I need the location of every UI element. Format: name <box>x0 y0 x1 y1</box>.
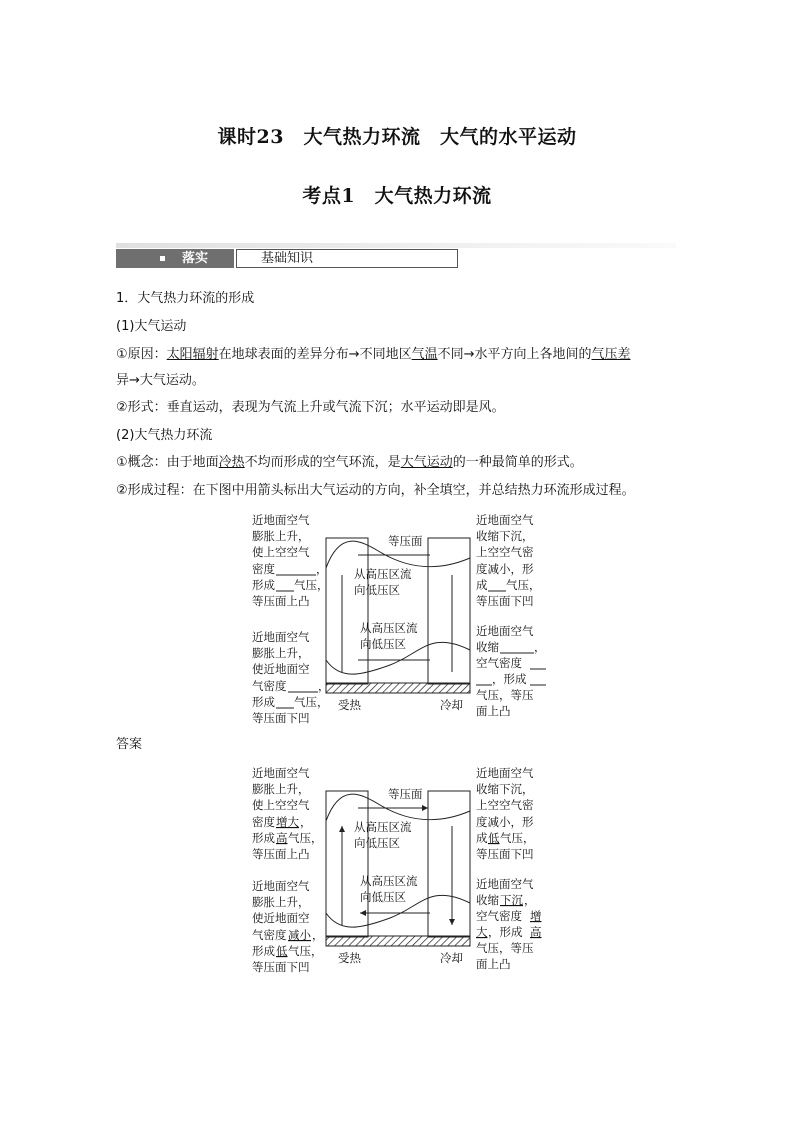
q-left-bottom-line-6: 等压面下凹 <box>252 711 310 725</box>
sub-heading-atmospheric-motion: (1)大气运动 <box>116 319 187 334</box>
q-right-top-line-2: 收缩下沉， <box>476 529 534 543</box>
a-ground-hatch <box>326 936 470 946</box>
a-right-bottom-motion-text: 收缩 <box>476 893 499 907</box>
heated-label: 受热 <box>338 698 361 712</box>
a-left-top-comma: ， <box>300 815 312 829</box>
a-right-top-line-6: 等压面下凹 <box>476 847 534 861</box>
upper-flow-label-2: 向低压区 <box>354 583 400 597</box>
a-right-top-line-1: 近地面空气 <box>476 766 534 780</box>
cooled-label: 冷却 <box>440 698 463 712</box>
a-left-bottom-comma: ， <box>312 928 324 942</box>
a-right-top-pressure-answer: 低 <box>488 831 500 845</box>
cause-pressure-difference: 气压差 <box>591 347 631 362</box>
q-left-bottom-line-2: 膨胀上升， <box>252 646 310 660</box>
a-heated-label: 受热 <box>338 951 361 965</box>
a-isobar-label: 等压面 <box>388 787 423 801</box>
a-left-bottom-line-3: 使近地面空 <box>252 911 310 925</box>
a-cooled-label: 冷却 <box>440 951 463 965</box>
left-column <box>326 538 368 684</box>
a-left-bottom-line-1: 近地面空气 <box>252 879 310 893</box>
cause-solar-radiation: 太阳辐射 <box>166 347 219 362</box>
a-right-top-form: 成 <box>476 831 488 845</box>
q-left-top-line-6: 等压面上凸 <box>252 594 310 608</box>
process-line: ②形成过程：在下图中用箭头标出大气运动的方向，补全填空，并总结热力环流形成过程。 <box>116 483 635 498</box>
a-right-bottom-line-1: 近地面空气 <box>476 877 534 891</box>
q-left-bottom-line-3: 使近地面空 <box>252 662 310 676</box>
a-left-bottom-pressure-answer: 低 <box>276 944 288 958</box>
a-lower-flow-label-1: 从高压区流 <box>360 874 418 888</box>
cause-text-1: 在地球表面的差异分布→不同地区 <box>218 347 412 362</box>
lower-flow-label-1: 从高压区流 <box>360 621 418 635</box>
a-right-bottom-line-6: 面上凸 <box>476 957 511 971</box>
a-right-bottom-pressure-answer: 高 <box>530 925 542 939</box>
a-right-bottom-comma: ， <box>524 893 536 907</box>
q-left-top-line-3: 使上空空气 <box>252 545 310 559</box>
q-left-bottom-form: 形成 <box>252 695 275 709</box>
q-left-top-comma: ， <box>316 562 328 576</box>
q-left-bottom-pressure-text: 气压， <box>294 695 329 709</box>
cause-temperature: 气温 <box>411 347 438 362</box>
q-right-top-line-1: 近地面空气 <box>476 513 534 527</box>
a-left-top-form: 形成 <box>252 831 275 845</box>
a-left-top-pressure-answer: 高 <box>276 831 288 845</box>
a-upper-flow-label-1: 从高压区流 <box>354 820 412 834</box>
a-left-top-line-3: 使上空空气 <box>252 798 310 812</box>
q-right-bottom-density-text: 空气密度 <box>476 656 522 670</box>
banner-tag-label: 落实 <box>182 251 209 266</box>
q-left-bottom-density-text: 气密度 <box>252 679 287 693</box>
ground-hatch <box>326 683 470 693</box>
a-left-top-line-2: 膨胀上升， <box>252 782 310 796</box>
a-upper-flow-label-2: 向低压区 <box>354 836 400 850</box>
banner-section-label: 基础知识 <box>261 251 314 266</box>
a-left-top-line-1: 近地面空气 <box>252 766 310 780</box>
q-left-top-line-2: 膨胀上升， <box>252 529 310 543</box>
q-right-bottom-line-6: 面上凸 <box>476 704 511 718</box>
a-right-bottom-motion-answer: 下沉 <box>500 893 523 907</box>
a-right-bottom-density-answer-b: 大 <box>476 925 488 939</box>
a-right-bottom-density-text: 空气密度 <box>476 909 522 923</box>
lower-flow-label-2: 向低压区 <box>360 637 406 651</box>
concept-cold-hot: 冷热 <box>218 455 245 470</box>
a-lower-flow-label-2: 向低压区 <box>360 890 406 904</box>
heading-formation: 1．大气热力环流的形成 <box>116 291 255 306</box>
q-right-top-pressure-text: 气压， <box>506 578 541 592</box>
form-line: ②形式：垂直运动，表现为气流上升或气流下沉；水平运动即是风。 <box>116 400 505 415</box>
q-right-top-line-3: 上空空气密 <box>476 545 534 559</box>
cause-text-2: 不同→水平方向上各地间的 <box>437 347 592 362</box>
concept-prefix: ①概念：由于地面 <box>116 455 219 470</box>
q-right-bottom-pressure-text: 气压，等压 <box>476 688 534 702</box>
a-left-bottom-line-2: 膨胀上升， <box>252 895 310 909</box>
q-right-top-form: 成 <box>476 578 488 592</box>
section-title: 考点1 大气热力环流 <box>302 185 492 207</box>
q-right-bottom-form: ，形成 <box>492 672 527 686</box>
a-right-top-pressure-text: 气压， <box>500 831 535 845</box>
a-right-top-line-4: 度减小，形 <box>476 815 534 829</box>
a-right-column <box>428 791 470 937</box>
q-left-bottom-comma: ， <box>318 679 330 693</box>
cause-line-2: 异→大气运动。 <box>116 373 205 388</box>
q-right-bottom-comma: ， <box>534 640 546 654</box>
q-left-top-density-text: 密度 <box>252 562 275 576</box>
a-left-top-density-answer: 增大 <box>276 815 299 829</box>
a-left-top-line-6: 等压面上凸 <box>252 847 310 861</box>
a-left-column <box>326 791 368 937</box>
q-left-bottom-line-1: 近地面空气 <box>252 630 310 644</box>
a-right-bottom-pressure-text: 气压，等压 <box>476 941 534 955</box>
a-left-bottom-line-6: 等压面下凹 <box>252 960 310 974</box>
a-left-bottom-form: 形成 <box>252 944 275 958</box>
sub-heading-thermal-circulation: (2)大气热力环流 <box>116 428 213 443</box>
upper-flow-label-1: 从高压区流 <box>354 567 412 581</box>
q-right-bottom-motion-text: 收缩 <box>476 640 499 654</box>
q-left-top-form: 形成 <box>252 578 275 592</box>
a-right-bottom-density-answer-a: 增 <box>530 909 542 923</box>
q-right-top-line-4: 度减小，形 <box>476 562 534 576</box>
concept-text-1: 不均而形成的空气环流，是 <box>244 455 401 470</box>
q-right-top-line-6: 等压面下凹 <box>476 594 534 608</box>
cause-prefix: ①原因： <box>116 347 167 362</box>
q-left-top-pressure-text: 气压， <box>294 578 329 592</box>
isobar-label: 等压面 <box>388 534 423 548</box>
a-left-bottom-pressure-text: 气压， <box>288 944 323 958</box>
q-left-top-line-4 <box>252 562 275 576</box>
a-right-bottom-form: ，形成 <box>488 925 523 939</box>
concept-text-2: 的一种最简单的形式。 <box>452 455 583 470</box>
a-right-top-line-3: 上空空气密 <box>476 798 534 812</box>
answer-label: 答案 <box>116 737 143 752</box>
a-right-top-line-2: 收缩下沉， <box>476 782 534 796</box>
concept-atmospheric-motion: 大气运动 <box>400 455 453 470</box>
a-left-top-pressure-text: 气压， <box>288 831 323 845</box>
circulation-diagram-answer <box>252 766 542 974</box>
page-title: 课时23 大气热力环流 大气的水平运动 <box>217 126 577 148</box>
q-right-bottom-line-1: 近地面空气 <box>476 624 534 638</box>
a-left-bottom-density-answer: 减小 <box>288 928 311 942</box>
a-left-bottom-density-text: 气密度 <box>252 928 287 942</box>
right-column <box>428 538 470 684</box>
a-left-top-density-text: 密度 <box>252 815 275 829</box>
q-left-top-line-1: 近地面空气 <box>252 513 310 527</box>
